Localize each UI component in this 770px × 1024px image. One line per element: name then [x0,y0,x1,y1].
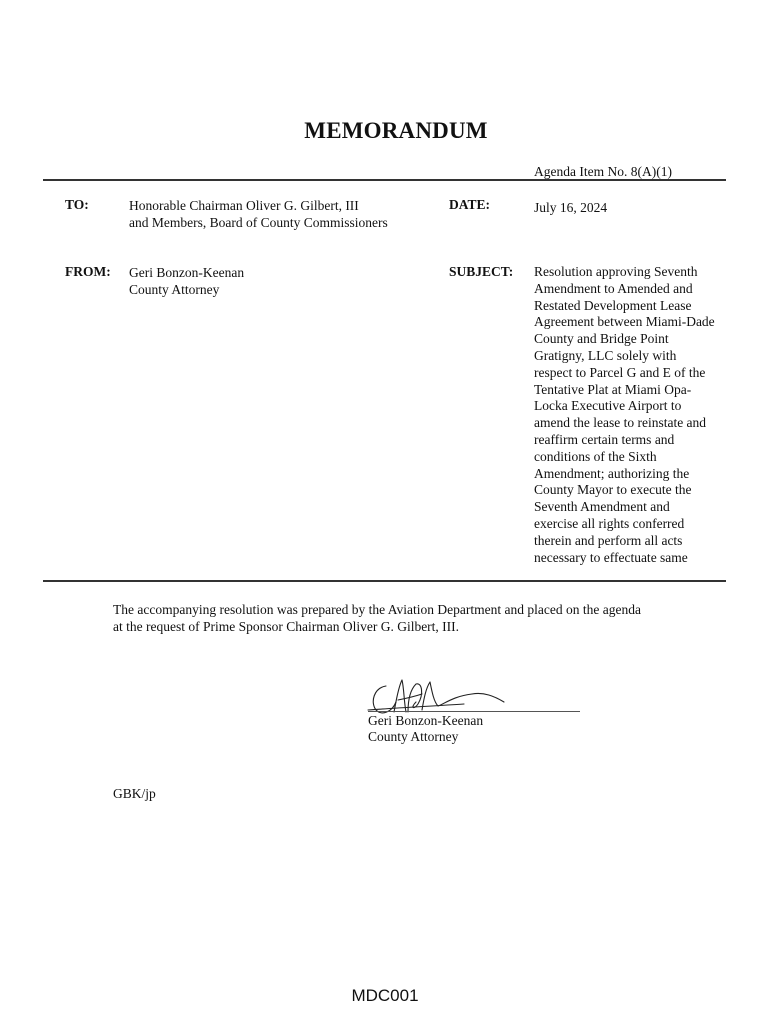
subject-label: SUBJECT: [449,264,514,279]
subject-line: Seventh Amendment and [534,499,670,515]
memo-title: MEMORANDUM [304,118,488,143]
to-line: and Members, Board of County Commissioners [129,215,388,230]
from-label: FROM: [65,264,111,279]
subject-line: amend the lease to reinstate and [534,415,707,431]
middle-divider [43,580,726,582]
subject-line: therein and perform all acts [534,532,683,548]
date-label: DATE: [449,197,491,212]
subject-line: conditions of the Sixth [534,448,657,464]
to-recipients [129,197,388,231]
subject-line: exercise all rights conferred [534,515,685,531]
subject-line: respect to Parcel G and E of the [534,364,706,380]
typist-initials: GBK/jp [113,786,156,801]
from-sender [129,264,244,298]
signature-block [368,713,483,745]
memo-body [113,601,683,635]
body-line: The accompanying resolution was prepared by the Aviation Department and placed on the agenda [113,602,641,617]
date-value: July 16, 2024 [534,200,608,215]
subject-line: reaffirm certain terms and [534,431,675,447]
footer-code: MDC001 [351,986,419,1005]
subject-line: Gratigny, LLC solely with [534,347,677,363]
signer-title: County Attorney [368,729,459,744]
subject-line: necessary to effectuate same [534,549,688,565]
subject-line: Amendment; authorizing the [534,465,690,481]
subject-text [534,264,730,566]
subject-line: County and Bridge Point [534,331,669,347]
subject-line: Amendment to Amended and [534,280,693,296]
subject-line: Restated Development Lease [534,297,692,313]
to-line: Honorable Chairman Oliver G. Gilbert, III [129,198,359,213]
from-line: County Attorney [129,282,220,297]
to-label: TO: [65,197,89,212]
signer-name: Geri Bonzon-Keenan [368,713,484,728]
subject-line: Tentative Plat at Miami Opa- [534,381,692,397]
agenda-item-number: Agenda Item No. 8(A)(1) [534,164,672,179]
subject-line: Resolution approving Seventh [534,264,698,279]
subject-line: Agreement between Miami-Dade [534,314,715,330]
subject-line: Locka Executive Airport to [534,398,682,414]
signature-line [368,711,580,712]
subject-line: County Mayor to execute the [534,482,692,498]
body-line: at the request of Prime Sponsor Chairman Oliver G. Gilbert, III. [113,619,460,634]
from-line: Geri Bonzon-Keenan [129,265,245,280]
top-divider [43,179,726,181]
